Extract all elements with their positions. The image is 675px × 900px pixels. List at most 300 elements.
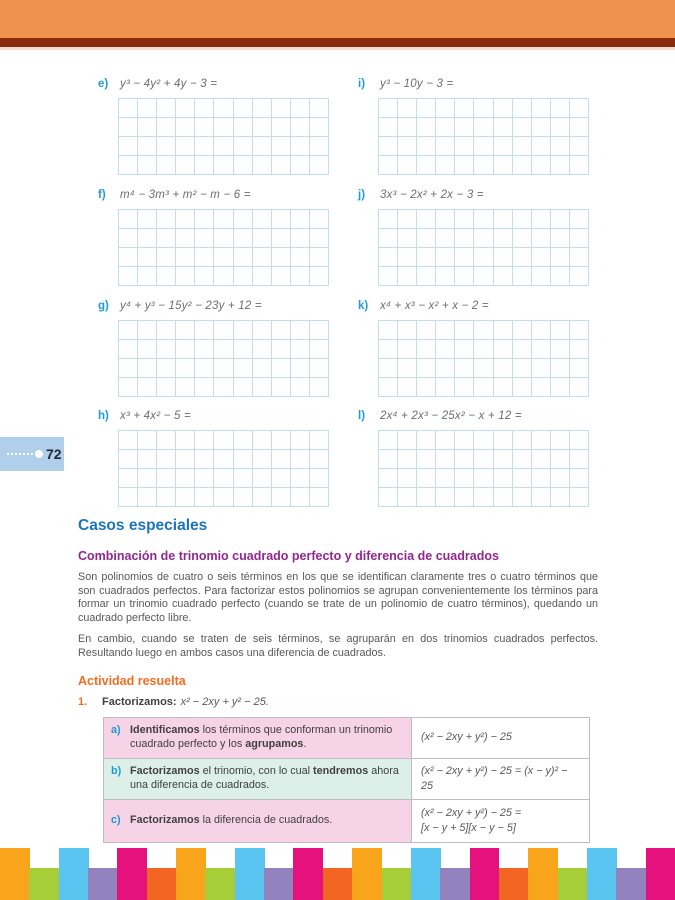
grid-cell [234, 267, 253, 286]
grid-cell [379, 137, 398, 156]
footer-bar [558, 868, 588, 900]
grid-cell [195, 156, 214, 175]
grid-cell [436, 99, 455, 118]
grid-cell [138, 488, 157, 507]
grid-cell [291, 156, 310, 175]
grid-cell [253, 137, 272, 156]
row-label: c) [111, 813, 121, 826]
grid-cell [417, 137, 436, 156]
grid-cell [398, 431, 417, 450]
grid-cell [119, 340, 138, 359]
grid-cell [119, 469, 138, 488]
grid-cell [532, 156, 551, 175]
grid-cell [195, 248, 214, 267]
section-title: Casos especiales [78, 517, 208, 534]
grid-cell [436, 267, 455, 286]
grid-cell [195, 118, 214, 137]
grid-cell [195, 321, 214, 340]
grid-cell [398, 156, 417, 175]
grid-cell [474, 378, 493, 397]
grid-cell [532, 378, 551, 397]
grid-cell [570, 137, 589, 156]
grid-cell [291, 137, 310, 156]
exercise-head [98, 410, 338, 422]
grid-cell [119, 431, 138, 450]
exercise-head [358, 78, 598, 90]
grid-cell [455, 488, 474, 507]
grid-cell [291, 340, 310, 359]
grid-cell [551, 469, 570, 488]
grid-cell [310, 248, 329, 267]
grid-cell [532, 431, 551, 450]
grid-cell [379, 248, 398, 267]
grid-cell [570, 488, 589, 507]
grid-cell [474, 99, 493, 118]
answer-grid [378, 320, 589, 397]
table-row-b [104, 758, 590, 799]
grid-cell [272, 378, 291, 397]
footer-bar [646, 848, 675, 900]
grid-cell [398, 340, 417, 359]
grid-cell [570, 359, 589, 378]
grid-cell [570, 431, 589, 450]
grid-cell [513, 431, 532, 450]
grid-cell [474, 488, 493, 507]
grid-cell [272, 469, 291, 488]
grid-cell [436, 359, 455, 378]
grid-cell [119, 359, 138, 378]
grid-cell [436, 488, 455, 507]
grid-cell [379, 488, 398, 507]
grid-cell [214, 469, 233, 488]
grid-cell [417, 248, 436, 267]
grid-cell [176, 450, 195, 469]
grid-cell [234, 359, 253, 378]
table-row-a [104, 717, 590, 758]
grid-cell [234, 248, 253, 267]
grid-cell [494, 99, 513, 118]
grid-cell [494, 229, 513, 248]
footer-bar [117, 848, 147, 900]
grid-cell [234, 229, 253, 248]
grid-cell [398, 137, 417, 156]
grid-cell [272, 431, 291, 450]
grid-cell [214, 488, 233, 507]
grid-cell [379, 99, 398, 118]
grid-cell [436, 378, 455, 397]
grid-cell [234, 321, 253, 340]
grid-cell [570, 469, 589, 488]
grid-cell [494, 248, 513, 267]
grid-cell [551, 248, 570, 267]
exercise-l [358, 410, 598, 507]
grid-cell [551, 340, 570, 359]
grid-cell [379, 156, 398, 175]
exercise-expression: y³ − 4y² + 4y − 3 = [120, 78, 218, 90]
footer-stripe [0, 848, 675, 900]
grid-cell [253, 378, 272, 397]
grid-cell [379, 210, 398, 229]
grid-cell [398, 229, 417, 248]
grid-cell [551, 431, 570, 450]
grid-cell [157, 321, 176, 340]
grid-cell [119, 488, 138, 507]
exercise-head [358, 300, 598, 312]
grid-cell [214, 378, 233, 397]
grid-cell [551, 137, 570, 156]
exercise-h [98, 410, 338, 507]
item-math: x² − 2xy + y² − 25. [180, 695, 269, 708]
grid-cell [272, 118, 291, 137]
grid-cell [310, 450, 329, 469]
grid-cell [474, 248, 493, 267]
grid-cell [291, 359, 310, 378]
grid-cell [398, 359, 417, 378]
grid-cell [513, 99, 532, 118]
grid-cell [474, 118, 493, 137]
grid-cell [455, 248, 474, 267]
grid-cell [234, 469, 253, 488]
exercise-i [358, 78, 598, 175]
grid-cell [532, 229, 551, 248]
grid-cell [436, 450, 455, 469]
exercise-g [98, 300, 338, 397]
footer-bar [59, 848, 89, 900]
grid-cell [195, 488, 214, 507]
grid-cell [551, 229, 570, 248]
grid-cell [195, 99, 214, 118]
grid-cell [176, 431, 195, 450]
grid-cell [455, 469, 474, 488]
exercise-k [358, 300, 598, 397]
top-hairline [0, 47, 675, 50]
grid-cell [494, 137, 513, 156]
grid-cell [436, 229, 455, 248]
grid-cell [138, 359, 157, 378]
grid-cell [494, 488, 513, 507]
grid-cell [138, 99, 157, 118]
grid-cell [214, 99, 233, 118]
grid-cell [532, 469, 551, 488]
activity-item-1 [78, 696, 598, 708]
grid-cell [234, 488, 253, 507]
grid-cell [398, 469, 417, 488]
grid-cell [417, 488, 436, 507]
footer-bar [293, 848, 323, 900]
grid-cell [272, 99, 291, 118]
grid-cell [398, 488, 417, 507]
grid-cell [532, 450, 551, 469]
grid-cell [195, 469, 214, 488]
grid-cell [157, 431, 176, 450]
grid-cell [138, 340, 157, 359]
grid-cell [379, 431, 398, 450]
footer-bar [235, 848, 265, 900]
grid-cell [291, 488, 310, 507]
grid-cell [119, 210, 138, 229]
dot-icon [35, 450, 43, 458]
grid-cell [379, 469, 398, 488]
exercise-label: l) [358, 410, 366, 422]
grid-cell [436, 137, 455, 156]
grid-cell [310, 321, 329, 340]
footer-bar [411, 848, 441, 900]
exercise-expression: y³ − 10y − 3 = [380, 78, 454, 90]
grid-cell [436, 210, 455, 229]
grid-cell [195, 378, 214, 397]
step-text: Factorizamos el trinomio, con lo cual tendremos ahora una diferencia de cuadrados. [130, 765, 399, 791]
grid-cell [272, 340, 291, 359]
grid-cell [214, 359, 233, 378]
answer-grid [118, 430, 329, 507]
grid-cell [436, 431, 455, 450]
grid-cell [253, 450, 272, 469]
grid-cell [532, 137, 551, 156]
grid-cell [138, 431, 157, 450]
grid-cell [176, 137, 195, 156]
grid-cell [119, 378, 138, 397]
exercise-head [358, 410, 598, 422]
footer-bar [528, 848, 558, 900]
grid-cell [310, 488, 329, 507]
grid-cell [551, 321, 570, 340]
exercise-label: i) [358, 78, 366, 90]
page-number: 72 [46, 446, 62, 462]
footer-bar [88, 868, 118, 900]
grid-cell [532, 488, 551, 507]
step-result: (x² − 2xy + y²) − 25 [412, 717, 590, 758]
grid-cell [234, 210, 253, 229]
grid-cell [417, 229, 436, 248]
grid-cell [157, 340, 176, 359]
grid-cell [176, 156, 195, 175]
table-row-c [104, 799, 590, 842]
grid-cell [138, 378, 157, 397]
grid-cell [417, 359, 436, 378]
footer-bar [587, 848, 617, 900]
grid-cell [379, 359, 398, 378]
grid-cell [253, 469, 272, 488]
grid-cell [234, 99, 253, 118]
grid-cell [417, 99, 436, 118]
grid-cell [570, 99, 589, 118]
footer-bar [499, 868, 529, 900]
grid-cell [234, 137, 253, 156]
grid-cell [474, 450, 493, 469]
row-label: a) [111, 724, 121, 737]
grid-cell [494, 210, 513, 229]
grid-cell [474, 267, 493, 286]
grid-cell [398, 99, 417, 118]
grid-cell [176, 378, 195, 397]
grid-cell [436, 248, 455, 267]
page-number-badge [0, 437, 64, 471]
grid-cell [176, 469, 195, 488]
grid-cell [455, 431, 474, 450]
grid-cell [455, 340, 474, 359]
footer-bar [147, 868, 177, 900]
grid-cell [214, 321, 233, 340]
step-result: (x² − 2xy + y²) − 25 = [x − y + 5][x − y − 5] [412, 799, 590, 842]
grid-cell [176, 248, 195, 267]
exercise-expression: m⁴ − 3m³ + m² − m − 6 = [120, 189, 251, 201]
grid-cell [138, 229, 157, 248]
grid-cell [195, 137, 214, 156]
grid-cell [272, 359, 291, 378]
exercise-expression: 3x³ − 2x² + 2x − 3 = [380, 189, 484, 201]
grid-cell [291, 118, 310, 137]
grid-cell [253, 267, 272, 286]
grid-cell [532, 118, 551, 137]
grid-cell [214, 156, 233, 175]
grid-cell [570, 267, 589, 286]
grid-cell [253, 359, 272, 378]
exercise-label: h) [98, 410, 109, 422]
exercise-label: k) [358, 300, 369, 312]
grid-cell [310, 229, 329, 248]
grid-cell [176, 267, 195, 286]
grid-cell [417, 156, 436, 175]
grid-cell [417, 210, 436, 229]
grid-cell [119, 267, 138, 286]
grid-cell [195, 450, 214, 469]
grid-cell [436, 469, 455, 488]
grid-cell [513, 321, 532, 340]
grid-cell [474, 321, 493, 340]
grid-cell [253, 210, 272, 229]
grid-cell [474, 156, 493, 175]
grid-cell [310, 210, 329, 229]
grid-cell [234, 431, 253, 450]
grid-cell [157, 378, 176, 397]
grid-cell [310, 267, 329, 286]
grid-cell [570, 229, 589, 248]
footer-bar [616, 868, 646, 900]
grid-cell [551, 156, 570, 175]
grid-cell [176, 488, 195, 507]
step-text: Identificamos los términos que conforman un trinomio cuadrado perfecto y los agrupamos. [130, 724, 393, 750]
grid-cell [157, 118, 176, 137]
grid-cell [138, 248, 157, 267]
exercise-label: g) [98, 300, 109, 312]
grid-cell [455, 99, 474, 118]
grid-cell [253, 248, 272, 267]
grid-cell [455, 378, 474, 397]
grid-cell [455, 156, 474, 175]
grid-cell [214, 137, 233, 156]
grid-cell [272, 248, 291, 267]
grid-cell [195, 267, 214, 286]
grid-cell [455, 210, 474, 229]
footer-bar [323, 868, 353, 900]
grid-cell [176, 210, 195, 229]
grid-cell [157, 359, 176, 378]
grid-cell [291, 210, 310, 229]
grid-cell [176, 321, 195, 340]
grid-cell [455, 137, 474, 156]
footer-bar [382, 868, 412, 900]
grid-cell [138, 137, 157, 156]
grid-cell [494, 156, 513, 175]
grid-cell [494, 118, 513, 137]
grid-cell [513, 469, 532, 488]
grid-cell [570, 210, 589, 229]
grid-cell [138, 210, 157, 229]
grid-cell [234, 118, 253, 137]
grid-cell [253, 118, 272, 137]
grid-cell [253, 431, 272, 450]
activity-title: Actividad resuelta [78, 673, 186, 688]
grid-cell [214, 210, 233, 229]
grid-cell [551, 488, 570, 507]
grid-cell [436, 118, 455, 137]
dotted-leader [7, 453, 33, 455]
grid-cell [310, 378, 329, 397]
grid-cell [532, 99, 551, 118]
grid-cell [119, 248, 138, 267]
grid-cell [513, 378, 532, 397]
grid-cell [532, 340, 551, 359]
row-label: b) [111, 765, 122, 778]
grid-cell [398, 378, 417, 397]
grid-cell [417, 431, 436, 450]
grid-cell [310, 431, 329, 450]
grid-cell [570, 340, 589, 359]
grid-cell [157, 156, 176, 175]
grid-cell [157, 248, 176, 267]
grid-cell [253, 99, 272, 118]
grid-cell [513, 156, 532, 175]
grid-cell [379, 118, 398, 137]
grid-cell [195, 359, 214, 378]
grid-cell [455, 450, 474, 469]
grid-cell [157, 137, 176, 156]
grid-cell [532, 321, 551, 340]
grid-cell [253, 321, 272, 340]
footer-bar [352, 848, 382, 900]
grid-cell [436, 156, 455, 175]
grid-cell [532, 210, 551, 229]
grid-cell [195, 210, 214, 229]
grid-cell [417, 469, 436, 488]
grid-cell [176, 118, 195, 137]
exercise-f [98, 189, 338, 286]
grid-cell [291, 229, 310, 248]
grid-cell [570, 450, 589, 469]
exercise-label: e) [98, 78, 109, 90]
grid-cell [119, 450, 138, 469]
grid-cell [513, 359, 532, 378]
grid-cell [436, 321, 455, 340]
exercise-j [358, 189, 598, 286]
exercise-e [98, 78, 338, 175]
grid-cell [379, 267, 398, 286]
grid-cell [253, 488, 272, 507]
grid-cell [551, 267, 570, 286]
grid-cell [513, 267, 532, 286]
grid-cell [272, 229, 291, 248]
step-result: (x² − 2xy + y²) − 25 = (x − y)² − 25 [412, 758, 590, 799]
grid-cell [272, 156, 291, 175]
grid-cell [494, 431, 513, 450]
grid-cell [119, 99, 138, 118]
grid-cell [532, 267, 551, 286]
grid-cell [119, 229, 138, 248]
grid-cell [455, 118, 474, 137]
answer-grid [378, 209, 589, 286]
exercise-expression: x³ + 4x² − 5 = [120, 410, 191, 422]
exercise-expression: x⁴ + x³ − x² + x − 2 = [380, 300, 489, 312]
